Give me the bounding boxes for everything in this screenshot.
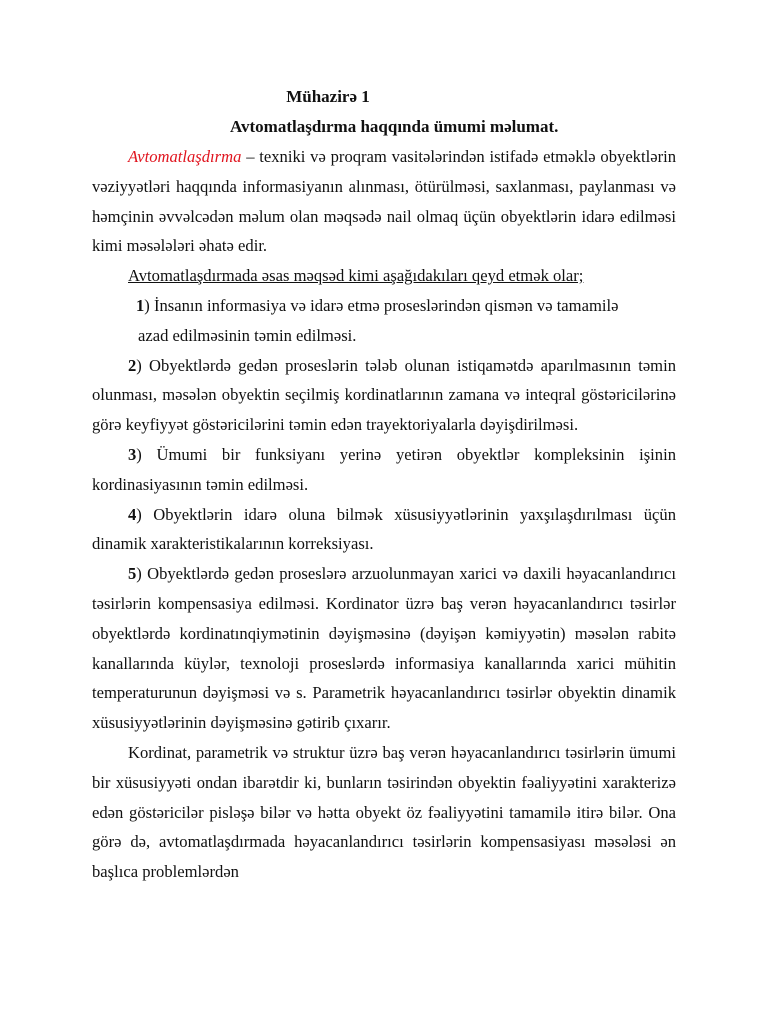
item-number: 1: [136, 295, 145, 315]
goals-heading-paragraph: [92, 261, 676, 291]
item-number: 5: [128, 564, 137, 584]
intro-paragraph: [92, 142, 676, 261]
item-text: ) Obyektlərdə gedən proseslərə arzuolunmayan xarici və daxili həyacanlandırıcı təsirlərin kompensasiya edilməsi. Kordinator üzrə baş verən həyacanlandırıcı təsirlər obyektlərdə kordinatınqiymətinin dəyişməsinə (dəyişən kəmiyyətin) məsələn rabitə kanallarında küylər, texnoloji proseslərdə informasiya kanallarında xarici mühitin temperaturunun dəyişməsi və s. Parametrik həyacanlandırıcı təsirlər obyektin dinamik xüsusiyyətlərinin dəyişməsinə gətirib çıxarır.: [92, 564, 676, 733]
document-page: [92, 82, 676, 887]
lecture-title: Mühazirə 1: [286, 87, 370, 106]
list-item: [92, 559, 676, 738]
list-item: [92, 291, 676, 321]
closing-paragraph: Kordinat, parametrik və struktur üzrə baş verən həyacanlandırıcı təsirlərin ümumi bir xüsusiyyəti ondan ibarətdir ki, bunların təsirindən obyektin fəaliyyətini xarakterizə edən göstəricilər pisləşə bilər və hətta obyekt öz fəaliyyətini tamamilə itirə bilər. Ona görə də, avtomatlaşdırmada həyacanlandırıcı təsirlərin kompensasiyası məsələsi ən başlıca problemlərdən: [92, 742, 676, 882]
list-item: [92, 440, 676, 500]
list-item: [92, 351, 676, 440]
item-text: ) Obyektlərin idarə oluna bilmək xüsusiyyətlərinin yaxşılaşdırılması üçün dinamik xarakteristikalarının korreksiyası.: [92, 504, 676, 554]
item-text: ) Obyektlərdə gedən proseslərin tələb olunan istiqamətdə aparılmasının təmin olunması, məsələn obyektin seçilmiş kordinatlarının zamana və inteqral göstəricilərinə görə keyfiyyət göstəricilərini təmin edən trayektoriyalarla dəyişdirilməsi.: [92, 355, 676, 435]
list-item: [92, 500, 676, 560]
defined-term: Avtomatlaşdırma: [128, 147, 242, 166]
item-text: ) İnsanın informasiya və idarə etmə proseslərindən qismən və tamamilə: [144, 295, 619, 315]
item-number: 2: [128, 355, 137, 375]
goals-heading: Avtomatlaşdırmada əsas məqsəd kimi aşağıdakıları qeyd etmək olar;: [128, 266, 584, 286]
term-definition: – texniki və proqram vasitələrindən istifadə etməklə obyektlərin vəziyyətləri haqqında informasiyanın alınması, ötürülməsi, saxlanması, paylanması və həmçinin əvvəlcədən məlum olan məqsədə nail olmaq üçün obyektlərin idarə edilməsi kimi məsələləri əhatə edir.: [92, 147, 676, 256]
item-text: ) Ümumi bir funksiyanı yerinə yetirən obyektlər kompleksinin işinin kordinasiyasının təmin edilməsi.: [92, 444, 676, 494]
list-item-continuation: [92, 321, 676, 351]
item-number: 3: [128, 444, 137, 464]
item-text: azad edilməsinin təmin edilməsi.: [138, 325, 357, 345]
lecture-subtitle: Avtomatlaşdırma haqqında ümumi məlumat.: [230, 117, 559, 136]
item-number: 4: [128, 504, 137, 524]
